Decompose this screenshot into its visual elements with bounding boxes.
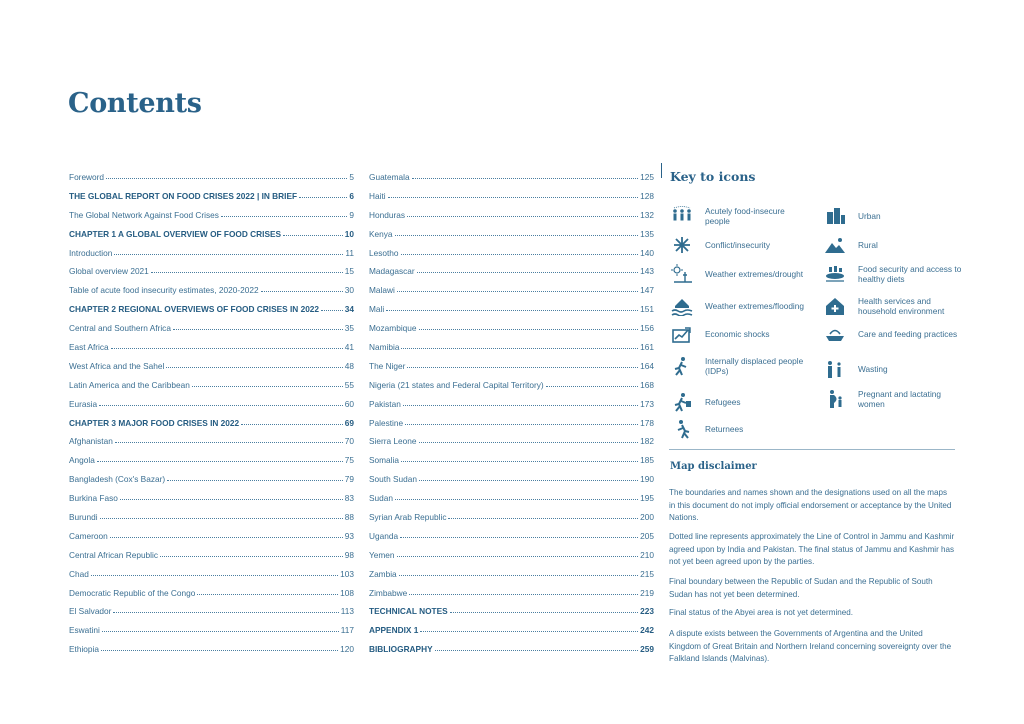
toc-entry-label: The Global Network Against Food Crises xyxy=(69,209,219,220)
toc-entry[interactable] xyxy=(69,625,354,644)
dot-leader xyxy=(419,436,639,443)
toc-entry[interactable] xyxy=(369,248,654,267)
toc-entry[interactable] xyxy=(69,361,354,380)
food-access-icon xyxy=(822,263,848,285)
toc-entry-page: 88 xyxy=(344,512,354,523)
dot-leader xyxy=(409,588,638,595)
toc-entry[interactable] xyxy=(369,380,654,399)
toc-entry-label: The Niger xyxy=(369,360,406,371)
key-item-label: Wasting xyxy=(858,364,888,374)
toc-entry-label: CHAPTER 1 A GLOBAL OVERVIEW OF FOOD CRISES xyxy=(69,228,282,239)
toc-entry-label: Introduction xyxy=(69,247,113,258)
toc-entry-page: 173 xyxy=(640,398,654,409)
toc-entry-label: Sierra Leone xyxy=(369,436,417,447)
toc-entry-page: 182 xyxy=(640,436,654,447)
dot-leader xyxy=(419,323,639,330)
toc-entry-page: 30 xyxy=(344,285,354,296)
toc-entry-page: 6 xyxy=(349,190,354,201)
key-item xyxy=(669,234,809,256)
toc-entry-label: Chad xyxy=(69,568,89,579)
toc-entry[interactable] xyxy=(69,588,354,607)
toc-entry[interactable] xyxy=(369,172,654,191)
toc-entry[interactable] xyxy=(69,248,354,267)
toc-entry[interactable] xyxy=(369,436,654,455)
toc-entry-page: 98 xyxy=(344,549,354,560)
toc-entry[interactable] xyxy=(369,474,654,493)
toc-entry[interactable] xyxy=(69,569,354,588)
toc-entry-page: 223 xyxy=(640,606,654,617)
key-item xyxy=(822,205,962,227)
disclaimer-paragraph: Dotted line represents approximately the Line of Control in Jammu and Kashmir agreed upon by India and Pakistan. The final status of Jammu and Kashmir has not yet been agreed upon by the parties. xyxy=(669,532,955,566)
toc-entry[interactable] xyxy=(69,229,354,248)
dot-leader xyxy=(110,531,343,538)
toc-entry-page: 48 xyxy=(344,360,354,371)
toc-entry[interactable] xyxy=(369,569,654,588)
dot-leader xyxy=(388,191,639,198)
toc-entry-label: Central African Republic xyxy=(69,549,159,560)
key-item-label: Economic shocks xyxy=(705,329,770,339)
toc-entry[interactable] xyxy=(369,323,654,342)
toc-entry-page: 113 xyxy=(340,606,354,617)
dot-leader xyxy=(111,342,343,349)
toc-entry-page: 9 xyxy=(349,209,354,220)
key-item xyxy=(822,234,962,256)
key-item xyxy=(822,323,962,345)
toc-entry-label: Palestine xyxy=(369,417,404,428)
dot-leader xyxy=(151,266,343,273)
toc-entry-label: Eswatini xyxy=(69,625,100,636)
map-disclaimer-title: Map disclaimer xyxy=(670,461,757,472)
toc-entry-page: 168 xyxy=(640,379,654,390)
toc-entry[interactable] xyxy=(69,342,354,361)
disclaimer-paragraph: A dispute exists between the Governments of Argentina and the United Kingdom of Great Britain and Northern Ireland concerning sovereignty over the Falkland Islands (Malvinas). xyxy=(669,629,952,663)
toc-entry-label: Syrian Arab Republic xyxy=(369,512,447,523)
toc-entry-page: 120 xyxy=(340,644,354,655)
toc-entry[interactable] xyxy=(369,342,654,361)
disclaimer-paragraph: The boundaries and names shown and the designations used on all the maps in this document do not imply official endorsement or acceptance by the United Nations. xyxy=(669,488,952,522)
toc-entry-label: Sudan xyxy=(369,493,393,504)
key-item xyxy=(669,391,809,413)
toc-entry-label: Bangladesh (Cox's Bazar) xyxy=(69,474,166,485)
people-icon xyxy=(669,205,695,227)
toc-entry[interactable] xyxy=(369,361,654,380)
toc-entry-label: Zambia xyxy=(369,568,397,579)
toc-entry[interactable] xyxy=(369,550,654,569)
toc-entry-page: 242 xyxy=(640,625,654,636)
returnee-icon xyxy=(669,418,695,440)
dot-leader xyxy=(420,625,638,632)
dot-leader xyxy=(114,248,343,255)
toc-entry[interactable] xyxy=(69,436,354,455)
toc-entry-page: 205 xyxy=(640,530,654,541)
disclaimer-paragraph: Final status of the Abyei area is not yet determined. xyxy=(669,608,854,617)
dot-leader xyxy=(401,248,639,255)
toc-entry-label: Eurasia xyxy=(69,398,98,409)
toc-entry-label: Burundi xyxy=(69,512,98,523)
toc-entry-label: Yemen xyxy=(369,549,395,560)
key-item-label: Care and feeding practices xyxy=(858,329,958,339)
key-item-label: Refugees xyxy=(705,397,741,407)
toc-entry[interactable] xyxy=(69,512,354,531)
dot-leader xyxy=(167,474,343,481)
toc-entry[interactable] xyxy=(69,455,354,474)
toc-column-middle xyxy=(369,172,654,663)
toc-entry-page: 79 xyxy=(344,474,354,485)
toc-entry-page: 34 xyxy=(344,304,354,315)
toc-entry[interactable] xyxy=(369,455,654,474)
dot-leader xyxy=(113,606,338,613)
dot-leader xyxy=(419,474,638,481)
dot-leader xyxy=(241,418,343,425)
key-item xyxy=(669,205,809,227)
toc-entry-label: THE GLOBAL REPORT ON FOOD CRISES 2022 | IN BRIEF xyxy=(69,190,298,201)
toc-entry-label: West Africa and the Sahel xyxy=(69,360,165,371)
toc-entry-page: 215 xyxy=(640,568,654,579)
dot-leader xyxy=(407,361,638,368)
dot-leader xyxy=(100,512,343,519)
dot-leader xyxy=(160,550,343,557)
toc-entry-label: Zimbabwe xyxy=(369,587,408,598)
dot-leader xyxy=(101,644,338,651)
toc-entry[interactable] xyxy=(369,588,654,607)
toc-entry-page: 156 xyxy=(640,323,654,334)
wasting-icon xyxy=(822,358,848,380)
toc-entry-label: Lesotho xyxy=(369,247,399,258)
toc-entry-page: 5 xyxy=(349,172,354,182)
toc-entry-label: East Africa xyxy=(69,342,109,353)
toc-entry-label: Uganda xyxy=(369,530,399,541)
key-item xyxy=(822,358,962,380)
dot-leader xyxy=(261,285,343,292)
drought-icon xyxy=(669,263,695,285)
page-title: Contents xyxy=(68,88,202,119)
toc-entry[interactable] xyxy=(69,191,354,210)
toc-entry-label: Central and Southern Africa xyxy=(69,323,171,334)
dot-leader xyxy=(102,625,339,632)
toc-entry-page: 164 xyxy=(640,360,654,371)
toc-entry-label: Afghanistan xyxy=(69,436,113,447)
toc-entry[interactable] xyxy=(69,550,354,569)
toc-entry-label: Haiti xyxy=(369,190,386,201)
toc-entry[interactable] xyxy=(69,210,354,229)
toc-entry-page: 108 xyxy=(340,587,354,598)
toc-entry-label: Honduras xyxy=(369,209,405,220)
toc-entry[interactable] xyxy=(69,266,354,285)
pregnant-icon xyxy=(822,388,848,410)
toc-entry-page: 178 xyxy=(640,417,654,428)
toc-entry-label: Angola xyxy=(69,455,95,466)
toc-entry[interactable] xyxy=(69,644,354,663)
dot-leader xyxy=(435,644,639,651)
toc-entry-page: 11 xyxy=(345,247,354,258)
toc-entry[interactable] xyxy=(69,323,354,342)
toc-entry-page: 210 xyxy=(640,549,654,560)
toc-entry[interactable] xyxy=(369,512,654,531)
toc-entry-label: Mali xyxy=(369,304,385,315)
dot-leader xyxy=(400,531,638,538)
toc-entry-label: El Salvador xyxy=(69,606,112,617)
key-to-icons-title: Key to icons xyxy=(670,169,756,184)
conflict-icon xyxy=(669,234,695,256)
key-item-label: Returnees xyxy=(705,424,744,434)
toc-entry-page: 135 xyxy=(640,228,654,239)
toc-entry-page: 143 xyxy=(640,266,654,277)
dot-leader xyxy=(221,210,348,217)
dot-leader xyxy=(115,436,343,443)
key-item-label: Weather extremes/flooding xyxy=(705,301,804,311)
dot-leader xyxy=(417,266,638,273)
key-item-label: Health services and household environment xyxy=(858,296,945,316)
toc-entry-page: 195 xyxy=(640,493,654,504)
toc-entry-page: 55 xyxy=(344,379,354,390)
toc-entry-label: Ethiopia xyxy=(69,644,99,655)
toc-entry-page: 70 xyxy=(344,436,354,447)
toc-entry-page: 161 xyxy=(640,342,654,353)
key-item-label: Rural xyxy=(858,240,878,250)
dot-leader xyxy=(299,191,347,198)
toc-entry[interactable] xyxy=(69,606,354,625)
toc-entry[interactable] xyxy=(369,210,654,229)
toc-entry-page: 69 xyxy=(344,417,354,428)
key-item-label: Weather extremes/drought xyxy=(705,269,804,279)
toc-entry[interactable] xyxy=(369,418,654,437)
dot-leader xyxy=(321,304,343,311)
toc-entry-page: 185 xyxy=(640,455,654,466)
toc-entry[interactable] xyxy=(369,606,654,625)
toc-entry[interactable] xyxy=(69,172,354,191)
toc-entry[interactable] xyxy=(369,304,654,323)
toc-entry[interactable] xyxy=(369,644,654,663)
rural-icon xyxy=(822,234,848,256)
toc-entry-page: 15 xyxy=(344,266,354,277)
toc-entry-label: BIBLIOGRAPHY xyxy=(369,644,433,655)
dot-leader xyxy=(450,606,638,613)
toc-entry-label: Mozambique xyxy=(369,323,417,334)
urban-icon xyxy=(822,205,848,227)
toc-entry[interactable] xyxy=(369,493,654,512)
idp-icon xyxy=(669,355,695,377)
toc-entry[interactable] xyxy=(69,399,354,418)
dot-leader xyxy=(397,550,639,557)
feeding-icon xyxy=(822,323,848,345)
dot-leader xyxy=(166,361,342,368)
key-item xyxy=(669,355,809,377)
toc-entry[interactable] xyxy=(369,266,654,285)
toc-entry-page: 75 xyxy=(344,455,354,466)
dot-leader xyxy=(401,342,638,349)
key-item xyxy=(669,295,809,317)
dot-leader xyxy=(403,399,638,406)
toc-entry[interactable] xyxy=(369,191,654,210)
toc-entry-page: 147 xyxy=(640,285,654,296)
key-item-label: Food security and access to healthy diets xyxy=(858,264,962,284)
key-item-label: Pregnant and lactating women xyxy=(858,389,942,409)
toc-entry[interactable] xyxy=(369,625,654,644)
dot-leader xyxy=(99,399,343,406)
key-divider-line xyxy=(661,163,662,178)
key-item-label: Conflict/insecurity xyxy=(705,240,771,250)
toc-entry-label: Cameroon xyxy=(69,530,108,541)
toc-entry-page: 41 xyxy=(344,342,354,353)
dot-leader xyxy=(546,380,639,387)
key-item xyxy=(822,295,962,317)
toc-entry[interactable] xyxy=(369,399,654,418)
dot-leader xyxy=(401,455,638,462)
toc-entry-page: 83 xyxy=(344,493,354,504)
toc-entry-label: Namibia xyxy=(369,342,400,353)
dot-leader xyxy=(386,304,638,311)
toc-entry[interactable] xyxy=(369,531,654,550)
health-icon xyxy=(822,295,848,317)
key-item xyxy=(822,388,962,410)
toc-entry-page: 190 xyxy=(640,474,654,485)
economic-icon xyxy=(669,323,695,345)
key-item xyxy=(669,263,809,285)
toc-entry-label: Malawi xyxy=(369,285,395,296)
toc-entry-label: CHAPTER 3 MAJOR FOOD CRISES IN 2022 xyxy=(69,417,240,428)
toc-entry-label: Nigeria (21 states and Federal Capital Territory) xyxy=(369,379,544,390)
toc-entry[interactable] xyxy=(69,304,354,323)
toc-entry-label: Guatemala xyxy=(369,172,410,182)
toc-entry-label: Latin America and the Caribbean xyxy=(69,379,190,390)
toc-entry-label: Democratic Republic of the Congo xyxy=(69,587,196,598)
toc-column-left xyxy=(69,172,354,663)
toc-entry-page: 259 xyxy=(640,644,654,655)
toc-entry-label: TECHNICAL NOTES xyxy=(369,606,448,617)
toc-entry-label: APPENDIX 1 xyxy=(369,625,419,636)
toc-entry-page: 10 xyxy=(344,228,354,239)
toc-entry-page: 140 xyxy=(640,247,654,258)
toc-entry-label: Table of acute food insecurity estimates, 2020-2022 xyxy=(69,285,259,296)
dot-leader xyxy=(395,229,639,236)
refugee-icon xyxy=(669,391,695,413)
dot-leader xyxy=(405,418,638,425)
toc-entry[interactable] xyxy=(69,418,354,437)
dot-leader xyxy=(120,493,343,500)
toc-entry[interactable] xyxy=(369,285,654,304)
toc-entry-page: 125 xyxy=(640,172,654,182)
toc-entry-label: Madagascar xyxy=(369,266,415,277)
toc-entry[interactable] xyxy=(69,493,354,512)
toc-entry-label: Kenya xyxy=(369,228,393,239)
toc-entry-page: 128 xyxy=(640,190,654,201)
dot-leader xyxy=(192,380,343,387)
dot-leader xyxy=(197,588,338,595)
dot-leader xyxy=(283,229,343,236)
dot-leader xyxy=(397,285,638,292)
toc-entry-label: Global overview 2021 xyxy=(69,266,149,277)
dot-leader xyxy=(448,512,638,519)
toc-entry-label: South Sudan xyxy=(369,474,417,485)
dot-leader xyxy=(91,569,338,576)
disclaimer-paragraph: Final boundary between the Republic of Sudan and the Republic of South Sudan has not yet been determined. xyxy=(669,577,933,599)
toc-entry[interactable] xyxy=(69,474,354,493)
key-item xyxy=(822,263,962,285)
toc-entry-page: 117 xyxy=(340,625,354,636)
toc-entry[interactable] xyxy=(69,380,354,399)
toc-entry-label: Burkina Faso xyxy=(69,493,118,504)
dot-leader xyxy=(407,210,638,217)
toc-entry-label: CHAPTER 2 REGIONAL OVERVIEWS OF FOOD CRISES IN 2022 xyxy=(69,304,320,315)
toc-entry-label: Somalia xyxy=(369,455,399,466)
key-item xyxy=(669,418,809,440)
toc-entry-page: 132 xyxy=(640,209,654,220)
toc-entry-page: 35 xyxy=(344,323,354,334)
key-item xyxy=(669,323,809,345)
toc-entry-label: Pakistan xyxy=(369,398,401,409)
section-divider xyxy=(669,449,955,450)
key-item-label: Urban xyxy=(858,211,881,221)
toc-entry[interactable] xyxy=(369,229,654,248)
dot-leader xyxy=(395,493,638,500)
dot-leader xyxy=(106,172,347,179)
toc-entry[interactable] xyxy=(69,531,354,550)
toc-entry-page: 219 xyxy=(640,587,654,598)
dot-leader xyxy=(399,569,638,576)
toc-entry-page: 60 xyxy=(344,398,354,409)
dot-leader xyxy=(412,172,639,179)
key-item-label: Acutely food-insecure people xyxy=(705,206,785,226)
toc-entry-label: Foreword xyxy=(69,172,105,182)
toc-entry-page: 93 xyxy=(344,530,354,541)
toc-entry-page: 103 xyxy=(340,568,354,579)
key-item-label: Internally displaced people (IDPs) xyxy=(705,356,804,376)
flood-icon xyxy=(669,295,695,317)
dot-leader xyxy=(173,323,343,330)
dot-leader xyxy=(97,455,343,462)
toc-entry-page: 200 xyxy=(640,512,654,523)
toc-entry[interactable] xyxy=(69,285,354,304)
toc-entry-page: 151 xyxy=(640,304,654,315)
